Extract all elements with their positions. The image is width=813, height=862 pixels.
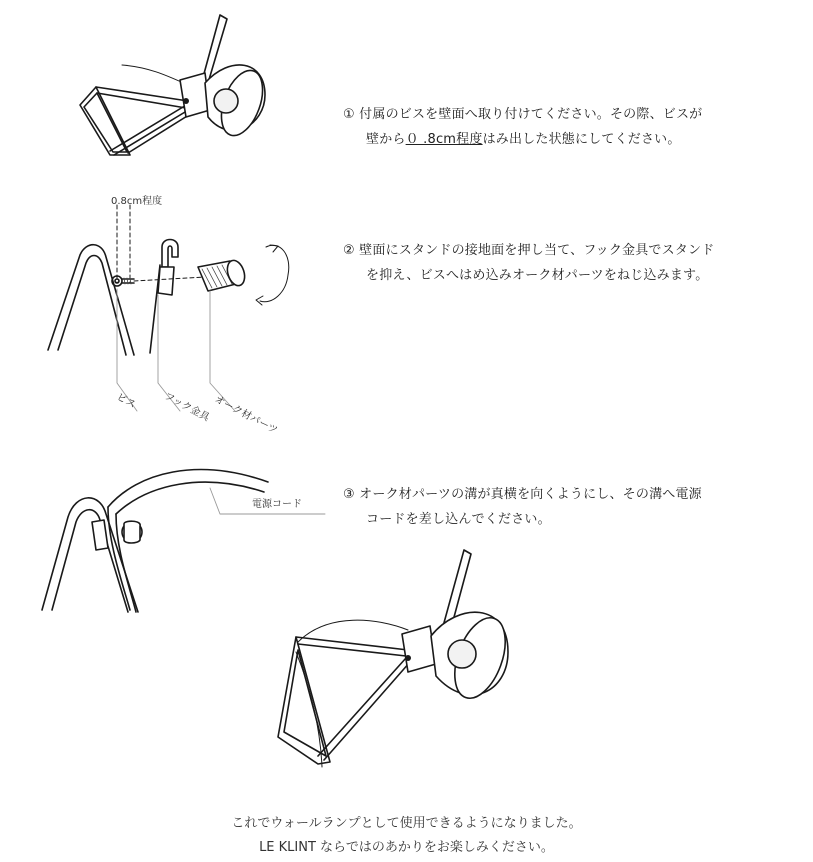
closing-line-1: これでウォールランプとして使用できるようになりました。 — [231, 816, 582, 831]
step-1-line-2: 壁から０ .8cm程度はみ出した状態にしてください。 — [366, 132, 681, 147]
step-3-line-2: コードを差し込んでください。 — [366, 512, 551, 527]
step-3-line-1: ③ オーク材パーツの溝が真横を向くようにし、その溝へ電源 — [343, 487, 702, 502]
cord-label: 電源コード — [252, 499, 302, 510]
depth-label: 0.8cm程度 — [111, 196, 163, 207]
step-1-line-1: ① 付属のビスを壁面へ取り付けてください。その際、ビスが — [343, 107, 703, 122]
mounting-parts-illustration — [30, 205, 320, 445]
step-2-text — [343, 238, 714, 288]
hook-label: フック金具 — [162, 390, 212, 424]
step-2-line-2: を抑え、ビスへはめ込みオーク材パーツをねじ込みます。 — [366, 268, 709, 283]
step-3-text — [343, 482, 702, 532]
screw-label: ビス — [114, 391, 138, 411]
depth-highlight: ０ .8cm程度 — [405, 132, 483, 147]
oak-part-label: オーク材パーツ — [212, 394, 280, 437]
closing-line-2: LE KLINT ならではのあかりをお楽しみください。 — [259, 840, 554, 855]
step-2-line-1: ② 壁面にスタンドの接地面を押し当て、フック金具でスタンド — [343, 243, 715, 258]
closing-message — [0, 812, 813, 860]
finished-lamp-illustration — [268, 542, 528, 772]
lamp-overview-illustration — [70, 5, 280, 190]
step-1-text — [343, 102, 702, 152]
